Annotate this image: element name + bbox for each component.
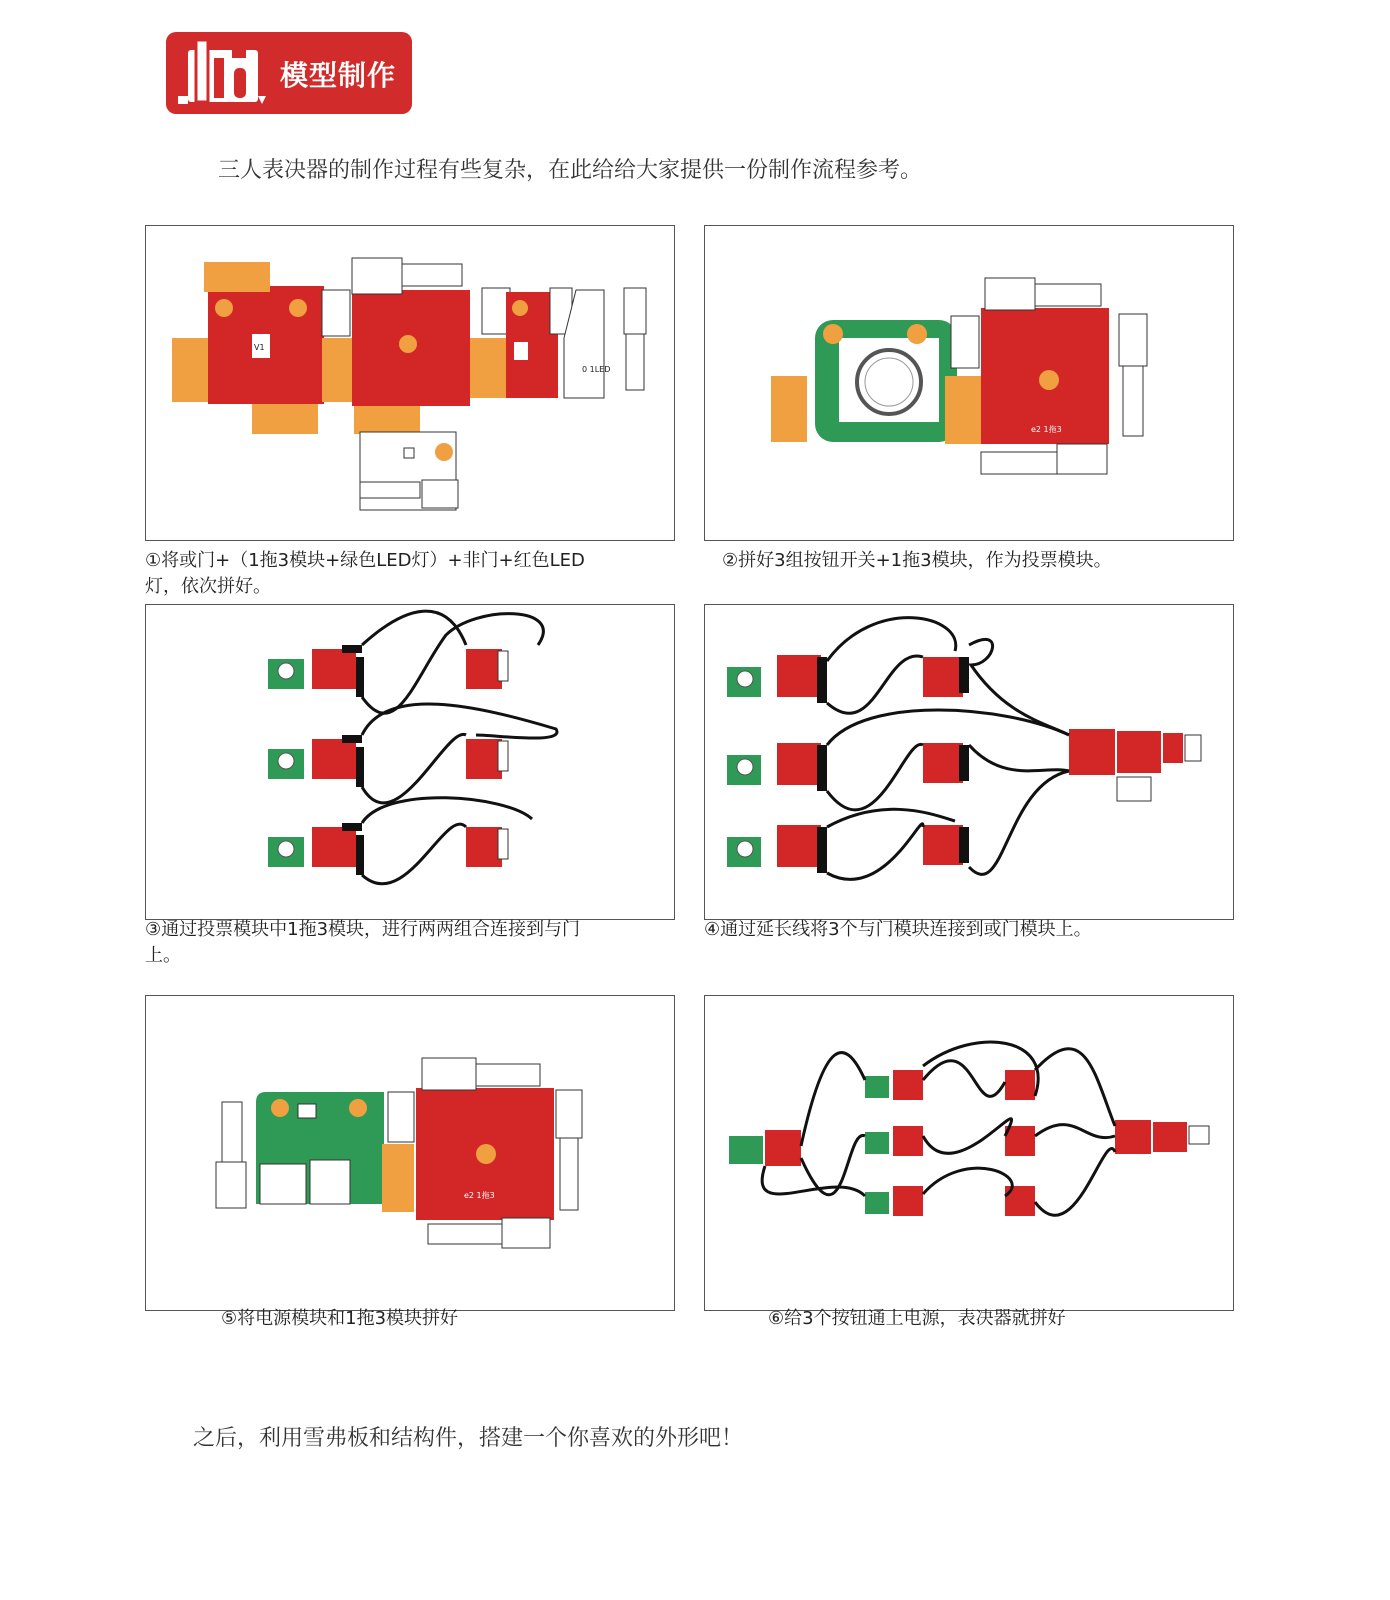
- step-3-caption: [145, 917, 580, 969]
- step-5-figure: [145, 995, 675, 1311]
- step-6-caption: [768, 1306, 1066, 1332]
- step-1-caption: [145, 548, 585, 600]
- step-1-figure: [145, 225, 675, 541]
- step-5-caption: [221, 1306, 458, 1332]
- section-badge: [166, 32, 412, 114]
- tools-icon: [174, 38, 270, 108]
- step-2-caption: [722, 548, 1112, 574]
- section-title: 模型制作: [280, 59, 397, 92]
- svg-text:V1: V1: [254, 343, 265, 352]
- step-6-figure: [704, 995, 1234, 1311]
- step-3-figure: [145, 604, 675, 920]
- svg-text:e2 1拖3: e2 1拖3: [464, 1191, 495, 1200]
- caption-line: 上。: [145, 945, 181, 966]
- step-4-caption: [704, 917, 1092, 943]
- intro-paragraph: 三人表决器的制作过程有些复杂，在此给给大家提供一份制作流程参考。: [218, 158, 923, 183]
- step-2-figure: [704, 225, 1234, 541]
- caption-line: 灯，依次拼好。: [145, 576, 271, 597]
- caption-line: ⑥给3个按钮通上电源，表决器就拼好: [768, 1308, 1066, 1329]
- caption-line: ②拼好3组按钮开关+1拖3模块，作为投票模块。: [722, 550, 1112, 571]
- outro-paragraph: 之后，利用雪弗板和结构件，搭建一个你喜欢的外形吧！: [193, 1426, 744, 1451]
- svg-text:0 1LED: 0 1LED: [582, 365, 611, 374]
- svg-text:e2 1拖3: e2 1拖3: [1031, 425, 1062, 434]
- caption-line: ④通过延长线将3个与门模块连接到或门模块上。: [704, 919, 1092, 940]
- caption-line: ①将或门+（1拖3模块+绿色LED灯）+非门+红色LED: [145, 550, 585, 571]
- caption-line: ③通过投票模块中1拖3模块，进行两两组合连接到与门: [145, 919, 581, 940]
- step-4-figure: [704, 604, 1234, 920]
- caption-line: ⑤将电源模块和1拖3模块拼好: [221, 1308, 459, 1329]
